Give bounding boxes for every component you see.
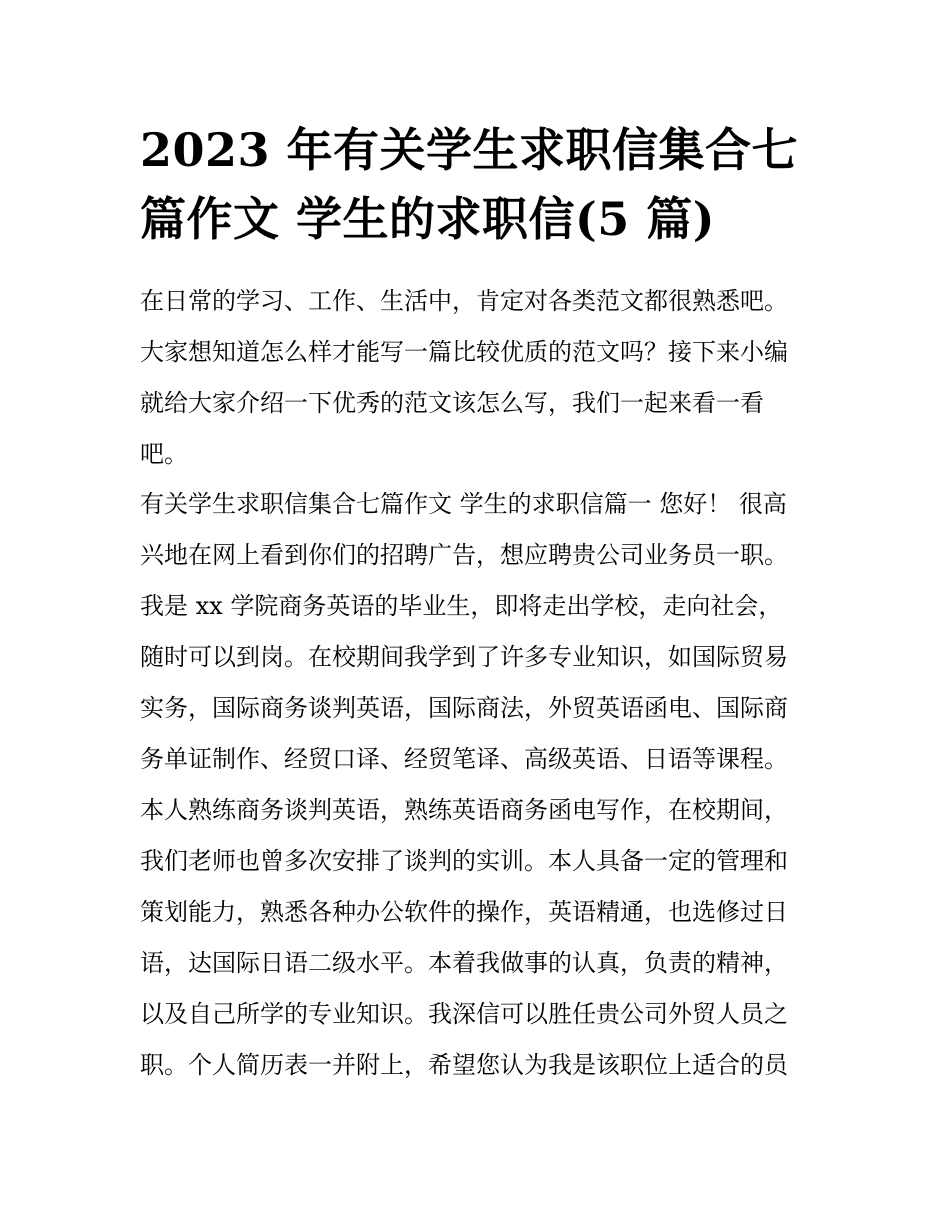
text-line: 吧。: [140, 440, 188, 468]
letter-paragraph: [140, 479, 830, 1091]
text-line: 实务，国际商务谈判英语，国际商法，外贸英语函电、国际商: [140, 694, 788, 722]
document-title: [140, 116, 830, 254]
intro-paragraph: [140, 276, 830, 480]
text-line: 就给大家介绍一下优秀的范文该怎么写，我们一起来看一看: [140, 389, 764, 417]
text-line: 本人熟练商务谈判英语，熟练英语商务函电写作，在校期间，: [140, 796, 788, 824]
title-line: 2023 年有关学生求职信集合七: [140, 123, 799, 177]
text-line: 策划能力，熟悉各种办公软件的操作，英语精通，也选修过日: [140, 898, 788, 926]
text-line: 有关学生求职信集合七篇作文 学生的求职信篇一 您好！ 很高: [140, 490, 787, 518]
text-line: 我是 xx 学院商务英语的毕业生，即将走出学校，走向社会，: [140, 592, 783, 620]
text-line: 以及自己所学的专业知识。我深信可以胜任贵公司外贸人员之: [140, 1000, 788, 1028]
text-line: 大家想知道怎么样才能写一篇比较优质的范文吗？接下来小编: [140, 338, 788, 366]
title-line: 篇作文 学生的求职信(5 篇): [140, 192, 716, 246]
text-line: 在日常的学习、工作、生活中，肯定对各类范文都很熟悉吧。: [140, 287, 788, 315]
text-line: 务单证制作、经贸口译、经贸笔译、高级英语、日语等课程。: [140, 745, 788, 773]
text-line: 随时可以到岗。在校期间我学到了许多专业知识，如国际贸易: [140, 643, 788, 671]
text-line: 兴地在网上看到你们的招聘广告，想应聘贵公司业务员一职。: [140, 541, 788, 569]
text-line: 职。个人简历表一并附上，希望您认为我是该职位上适合的员: [140, 1051, 788, 1079]
text-line: 我们老师也曾多次安排了谈判的实训。本人具备一定的管理和: [140, 847, 788, 875]
text-line: 语，达国际日语二级水平。本着我做事的认真，负责的精神，: [140, 949, 788, 977]
